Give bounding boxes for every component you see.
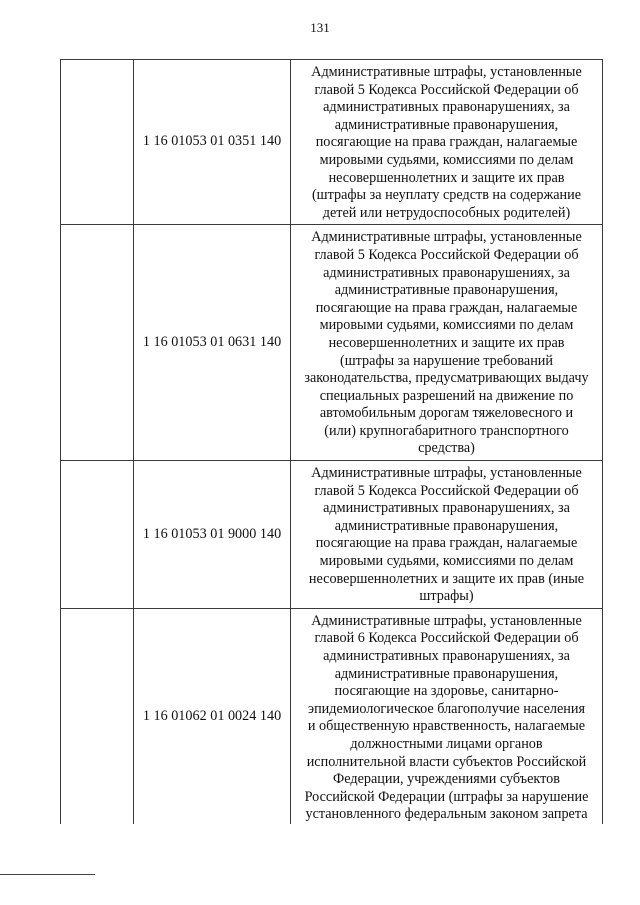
description-line: мировыми судьями, комиссиями по делам (319, 317, 574, 334)
table-row (61, 608, 603, 824)
budget-classification-table (60, 59, 603, 824)
description-line: посягающие на права граждан, налагаемые (315, 299, 578, 316)
description-line: несовершеннолетних и защите их прав (иные (308, 570, 585, 587)
description-line: посягающие на права граждан, налагаемые (315, 134, 578, 151)
classification-code: 1 16 01053 01 0631 140 (134, 225, 291, 461)
description-line: посягающие на здоровье, санитарно- (334, 683, 559, 700)
description-line: административных правонарушениях, за (323, 99, 570, 116)
description-line: административных правонарушениях, за (323, 500, 570, 517)
table-row (61, 225, 603, 461)
description-line: эпидемиологическое благополучие населения (307, 700, 585, 717)
table-row (61, 60, 603, 225)
description-line: Российской Федерации (штрафы за нарушение (304, 788, 589, 805)
description-line: посягающие на права граждан, налагаемые (315, 535, 578, 552)
footnote-divider (0, 874, 95, 875)
description-line: административные правонарушения, (334, 282, 559, 299)
description-line: Административные штрафы, установленные (311, 64, 582, 80)
description-line: средства) (418, 440, 475, 457)
description-line: (или) крупногабаритного транспортного (324, 422, 569, 439)
description-line: Административные штрафы, установленные (311, 465, 582, 482)
table-row (61, 461, 603, 609)
description-line: административные правонарушения, (334, 517, 559, 534)
description-line: установленного федеральным законом запрета (305, 806, 588, 823)
fine-description (291, 60, 603, 225)
description-line: автомобильным дорогам тяжеловесного и (319, 405, 574, 422)
fine-description (291, 461, 603, 609)
description-line: Административные штрафы, установленные (311, 612, 582, 629)
blank-cell (61, 60, 134, 225)
description-line: штрафы) (419, 588, 474, 605)
page-number: 131 (310, 20, 330, 35)
classification-code: 1 16 01053 01 0351 140 (134, 60, 291, 225)
description-line: главой 5 Кодекса Российской Федерации об (314, 81, 579, 98)
description-line: административных правонарушениях, за (323, 264, 570, 281)
description-line: специальных разрешений на движение по (319, 387, 574, 404)
description-line: исполнительной власти субъектов Российской (306, 753, 587, 770)
description-line: (штрафы за неуплату средств на содержание (311, 187, 582, 204)
classification-code: 1 16 01053 01 9000 140 (134, 461, 291, 609)
classification-code: 1 16 01062 01 0024 140 (134, 608, 291, 824)
description-line: должностными лицами органов (350, 735, 543, 752)
description-line: главой 5 Кодекса Российской Федерации об (314, 482, 579, 499)
description-line: законодательства, предусматривающих выдачу (304, 370, 589, 387)
description-line: главой 5 Кодекса Российской Федерации об (314, 246, 579, 263)
description-line: Федерации, учреждениями субъектов (333, 771, 560, 788)
blank-cell (61, 608, 134, 824)
description-line: Административные штрафы, установленные (311, 229, 582, 246)
description-line: мировыми судьями, комиссиями по делам (319, 151, 574, 168)
description-line: и общественную нравственность, налагаемые (307, 718, 586, 735)
description-line: административные правонарушения, (334, 116, 559, 133)
description-line: главой 6 Кодекса Российской Федерации об (314, 630, 579, 647)
description-line: (штрафы за нарушение требований (340, 352, 553, 369)
description-line: детей или нетрудоспособных родителей) (322, 204, 571, 221)
description-line: мировыми судьями, комиссиями по делам (319, 553, 574, 570)
fine-description (291, 225, 603, 461)
blank-cell (61, 225, 134, 461)
blank-cell (61, 461, 134, 609)
description-line: административных правонарушениях, за (323, 648, 570, 664)
description-line: несовершеннолетних и защите их прав (328, 169, 565, 186)
description-line: несовершеннолетних и защите их прав (328, 334, 565, 351)
fine-description (291, 608, 603, 824)
description-line: административные правонарушения, (334, 665, 559, 682)
